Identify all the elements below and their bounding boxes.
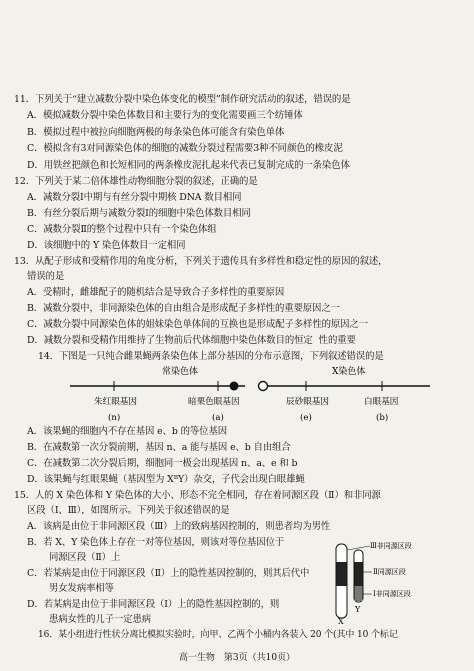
q15-option-a: A．该病是由位于非同源区段（Ⅲ）上的致病基因控制的，则患者均为男性: [27, 521, 331, 532]
q15-option-d: D．若某病是由位于非同源区段（Ⅰ）上的隐性基因控制的，则: [27, 599, 280, 610]
q15-option-c: C．若某病是由位于同源区段（Ⅱ）上的隐性基因控制的，则其后代中: [27, 568, 310, 579]
q13-option-b: B．减数分裂中，非同源染色体的自由组合是形成配子多样性的重要原因之一: [27, 303, 340, 314]
gene-a-symbol: (a): [212, 413, 224, 423]
x-chromosome-label: X染色体: [332, 367, 366, 377]
q14-option-c: C．在减数第二次分裂后期，细胞同一极会出现基因 n、a、e 和 b: [27, 458, 298, 469]
q11-option-c: C．模拟含有3对同源染色体的细胞的减数分裂过程需要3种不同颜色的橡皮泥: [27, 143, 343, 154]
q11-option-a: A．模拟减数分裂中染色体数目和主要行为的变化需要画三个纺锤体: [27, 110, 303, 121]
q14-option-b: B．在减数第一次分裂前期，基因 n、a 能与基因 e、b 自由组合: [27, 442, 291, 453]
q11-option-d: D．用铁丝把颜色和长短相同的两条橡皮泥扎起来代表已复制完成的一条染色体: [27, 160, 350, 171]
region-ii-label: Ⅱ同源区段: [373, 568, 406, 576]
y-label: Y: [355, 605, 361, 614]
q13-option-a: A．受精时，雌雄配子的随机结合是导致合子多样性的重要原因: [27, 287, 285, 298]
q15-stem-line2: 区段（Ⅰ、Ⅲ），如图所示。下列关于叙述错误的是: [27, 505, 230, 516]
x-centromere: [259, 382, 268, 391]
q12-option-a: A．减数分裂Ⅰ中期与有丝分裂中期核 DNA 数目相同: [27, 192, 242, 203]
x-label: X: [338, 617, 344, 624]
x-homologous-region: [337, 562, 347, 586]
region-i-label: Ⅰ非同源区段: [373, 590, 411, 598]
y-homologous-region: [355, 562, 363, 586]
q12-stem: 12．下列关于某二倍体雄性动物细胞分裂的叙述，正确的是: [14, 176, 258, 187]
gene-n-label: 朱红眼基因: [94, 397, 137, 407]
q14-option-d: D．该果蝇与红眼果蝇（基因型为 XᴮY）杂交，子代会出现白眼雄蝇: [27, 474, 305, 485]
q12-option-b: B．有丝分裂后期与减数分裂Ⅰ的细胞中染色体数目相同: [27, 208, 251, 219]
q13-stem-line1: 13．从配子形成和受精作用的角度分析，下列关于遗传具有多样性和稳定性的原因的叙述，: [14, 256, 388, 267]
q12-option-d: D．该细胞中的 Y 染色体数目一定相同: [27, 240, 186, 251]
q15-xy-figure: [320, 540, 420, 624]
q13-option-d-suffix: 性的重要: [318, 335, 356, 346]
q13-option-d-text: D．减数分裂和受精作用维持了生物前后代体细胞中染色体数目的恒定: [27, 335, 313, 346]
q15-stem-line1: 15．人的 X 染色体和 Y 染色体的大小、形态不完全相同，存在着同源区段（Ⅱ）和非同源: [14, 490, 381, 501]
gene-a-label: 暗栗色眼基因: [188, 397, 240, 407]
q14-stem: 14．下图是一只纯合雌果蝇两条染色体上部分基因的分布示意图，下列叙述错误的是: [38, 351, 384, 362]
q13-option-c: C．减数分裂中同源染色体的姐妹染色单体间的互换也是形成配子多样性的原因之一: [27, 319, 368, 330]
q11-option-b: B．模拟过程中被拉向细胞两极的每条染色体可能含有染色单体: [27, 127, 285, 138]
q15-option-d-cont: 患病女性的儿子一定患病: [49, 614, 152, 625]
gene-b-label: 白眼基因: [364, 397, 399, 407]
gene-n-symbol: (n): [108, 413, 121, 423]
q16-stem-line1: 16．某小组进行性状分离比模拟实验时，向甲、乙两个小桶内各装入 20 个(其中 10 个标记: [38, 630, 398, 640]
page-footer: 高一生物 第3页（共10页）: [178, 653, 296, 663]
q13-stem-line2: 错误的是: [27, 271, 65, 282]
y-nonhomologous-region: [355, 586, 363, 601]
q11-stem: 11．下列关于“建立减数分裂中染色体变化的模型”制作研究活动的叙述，错误的是: [14, 94, 351, 105]
q14-chromosome-figure: [70, 364, 450, 426]
region-iii-label: Ⅲ非同源区段: [370, 542, 412, 550]
gene-e-symbol: (e): [300, 413, 312, 423]
autosome-centromere: [230, 382, 239, 391]
q15-option-b: B．若 X、Y 染色体上存在一对等位基因，则该对等位基因位于: [27, 537, 285, 548]
q15-option-b-cont: 同源区段（Ⅱ）上: [49, 552, 121, 563]
q13-option-d: [27, 335, 356, 347]
region-iii-pointer: [347, 546, 370, 550]
gene-b-symbol: (b): [376, 413, 389, 423]
q14-option-a: A．该果蝇的细胞内不存在基因 e、b 的等位基因: [27, 426, 228, 437]
autosome-label: 常染色体: [162, 367, 199, 377]
q12-option-c: C．减数分裂Ⅱ的整个过程中只有一个染色体组: [27, 224, 217, 235]
q15-option-c-cont: 男女发病率相等: [49, 583, 114, 594]
gene-e-label: 辰砂眼基因: [286, 397, 329, 407]
